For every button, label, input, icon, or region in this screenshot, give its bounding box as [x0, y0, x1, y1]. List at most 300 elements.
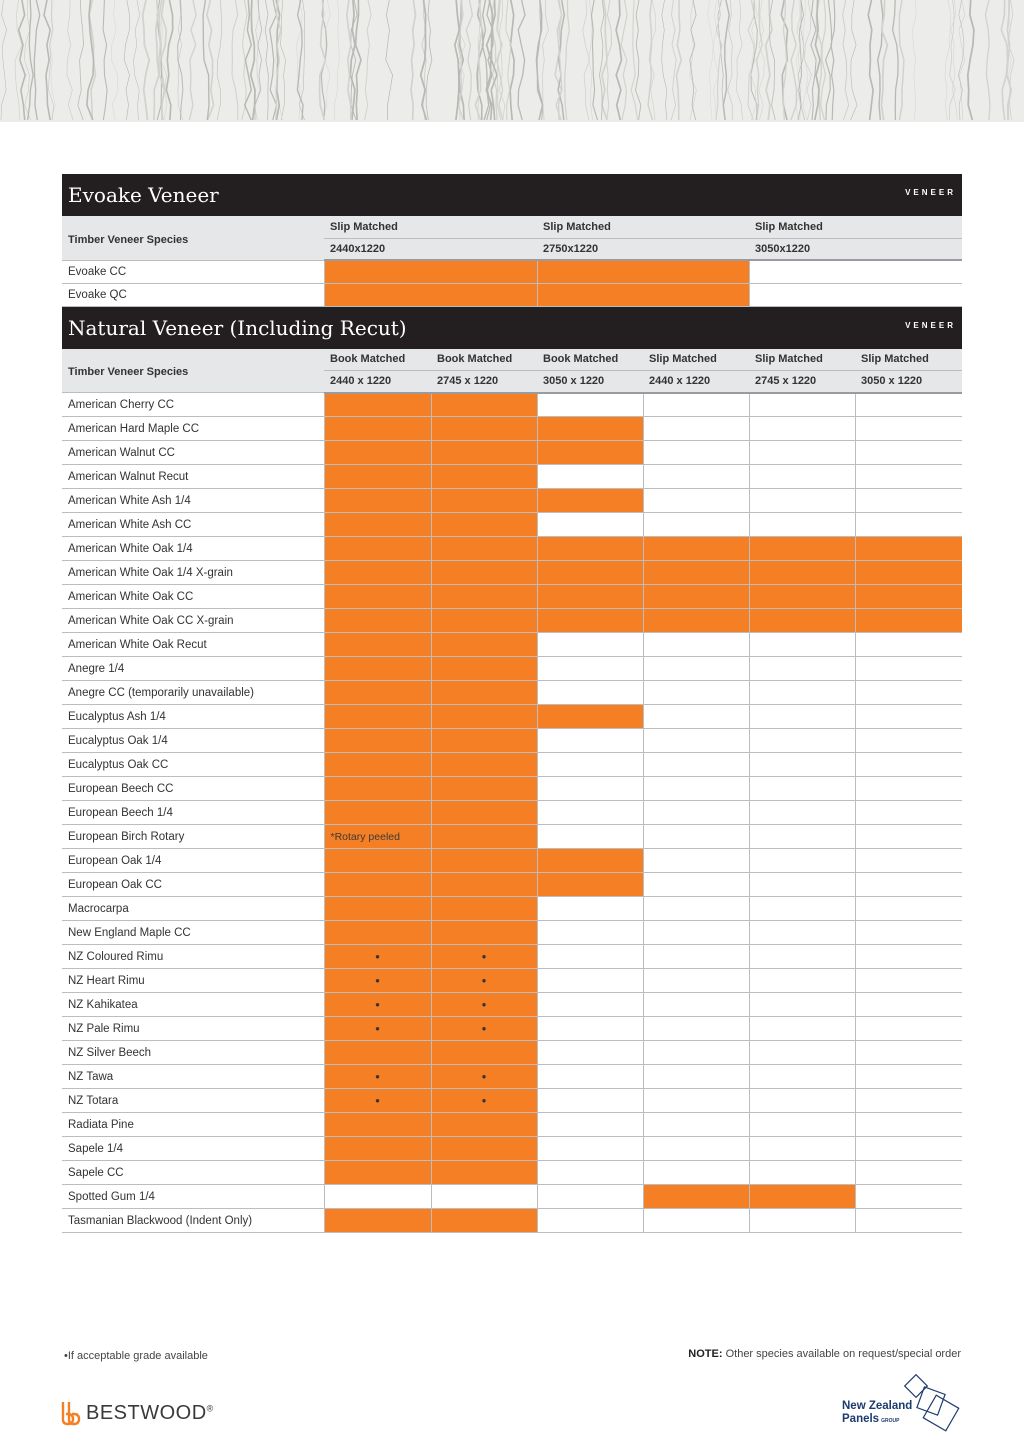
grain-line [15, 0, 22, 120]
column-header-size: 2440 x 1220 [643, 371, 749, 393]
availability-cell-available [431, 513, 537, 537]
availability-cell-empty [537, 1017, 643, 1041]
grain-line [245, 0, 252, 120]
availability-cell-empty [537, 1209, 643, 1233]
availability-cell-empty [643, 1161, 749, 1185]
grain-line [67, 0, 73, 120]
availability-cell-available [855, 537, 962, 561]
availability-cell-empty [855, 1041, 962, 1065]
availability-cell-empty [855, 897, 962, 921]
table-row [62, 753, 962, 777]
grain-line [736, 0, 742, 120]
availability-cell-empty [855, 945, 962, 969]
availability-cell-empty [537, 1065, 643, 1089]
grain-line [356, 0, 361, 120]
table-row [62, 1137, 962, 1161]
table-row [62, 1113, 962, 1137]
availability-cell-empty [643, 849, 749, 873]
table-row [62, 1185, 962, 1209]
grain-line [821, 0, 826, 120]
availability-cell-available [537, 537, 643, 561]
grain-line [843, 0, 849, 120]
table-row [62, 393, 962, 417]
availability-cell-available [431, 681, 537, 705]
availability-cell-empty [855, 1137, 962, 1161]
availability-cell-empty [537, 1185, 643, 1209]
availability-cell-available [855, 561, 962, 585]
availability-cell-empty [643, 1113, 749, 1137]
availability-cell-available [324, 513, 431, 537]
availability-cell-available [324, 537, 431, 561]
availability-cell-empty [749, 1065, 855, 1089]
availability-cell-empty [537, 993, 643, 1017]
availability-cell-empty [855, 681, 962, 705]
availability-cell-available [431, 993, 537, 1017]
availability-cell-empty [749, 1089, 855, 1113]
availability-cell-empty [749, 489, 855, 513]
grain-line [565, 0, 570, 120]
evoake-section-header [62, 174, 962, 216]
grain-line [411, 0, 416, 120]
species-name: NZ Pale Rimu [62, 1017, 324, 1041]
species-name: Eucalyptus Ash 1/4 [62, 705, 324, 729]
table-row [62, 1017, 962, 1041]
availability-cell-empty [749, 873, 855, 897]
column-header-size: 2440 x 1220 [324, 371, 431, 393]
grade-bullet-icon: ● [375, 1024, 380, 1033]
availability-cell-empty [855, 393, 962, 417]
species-name: European Oak CC [62, 873, 324, 897]
availability-cell-available [431, 849, 537, 873]
table-row [62, 1065, 962, 1089]
header-row-type [62, 349, 962, 371]
availability-cell-available [324, 561, 431, 585]
availability-cell-available [431, 753, 537, 777]
availability-cell-empty [643, 633, 749, 657]
availability-cell-empty [643, 897, 749, 921]
availability-cell-empty [643, 681, 749, 705]
availability-cell-empty [643, 1065, 749, 1089]
species-name: American Cherry CC [62, 393, 324, 417]
grain-line [466, 0, 472, 120]
availability-cell-empty [537, 633, 643, 657]
species-name: American White Ash CC [62, 513, 324, 537]
availability-cell-empty [537, 1137, 643, 1161]
table-row [62, 633, 962, 657]
species-name: Sapele 1/4 [62, 1137, 324, 1161]
availability-cell-empty [537, 1041, 643, 1065]
availability-cell-empty [855, 1161, 962, 1185]
species-name: American White Oak Recut [62, 633, 324, 657]
availability-cell-empty [749, 849, 855, 873]
natural-tag: VENEER [905, 320, 956, 330]
grade-bullet-icon: ● [375, 976, 380, 985]
availability-cell-empty [855, 873, 962, 897]
availability-cell-empty [749, 1209, 855, 1233]
grain-line [232, 0, 238, 120]
species-name: Anegre CC (temporarily unavailable) [62, 681, 324, 705]
availability-cell-empty [431, 1185, 537, 1209]
availability-cell-empty [643, 657, 749, 681]
evoake-table [62, 216, 962, 307]
availability-cell-available [431, 1161, 537, 1185]
grade-bullet-icon: ● [481, 1000, 487, 1009]
availability-cell-available [537, 585, 643, 609]
column-header-size: 2745 x 1220 [431, 371, 537, 393]
availability-cell-available [324, 969, 431, 993]
availability-cell-empty [855, 1113, 962, 1137]
availability-cell-available [431, 1041, 537, 1065]
availability-cell-empty [537, 1113, 643, 1137]
availability-cell-available [324, 393, 431, 417]
table-row [62, 1161, 962, 1185]
availability-cell-available [324, 1089, 431, 1113]
availability-cell-available [431, 897, 537, 921]
natural-section-header [62, 307, 962, 349]
column-header-type: Book Matched [537, 349, 643, 371]
grain-line [945, 0, 951, 120]
availability-cell-empty [537, 801, 643, 825]
grain-line [913, 0, 916, 120]
evoake-title: Evoake Veneer [68, 183, 219, 207]
species-name: American White Oak CC X-grain [62, 609, 324, 633]
availability-cell-available [431, 729, 537, 753]
availability-cell-available [324, 283, 537, 306]
availability-cell-empty [749, 897, 855, 921]
grain-line [723, 0, 729, 120]
grain-line [602, 0, 607, 120]
availability-cell-empty [855, 417, 962, 441]
species-name: American White Oak 1/4 X-grain [62, 561, 324, 585]
grain-line [189, 0, 196, 120]
availability-cell-available [431, 1089, 537, 1113]
table-row [62, 489, 962, 513]
bestwood-logo [60, 1400, 214, 1426]
availability-cell-empty [855, 1209, 962, 1233]
grain-line [1001, 0, 1007, 120]
availability-cell-available [431, 921, 537, 945]
availability-cell-empty [749, 825, 855, 849]
availability-cell-empty [749, 260, 962, 283]
availability-cell-available [431, 1137, 537, 1161]
availability-cell-empty [537, 729, 643, 753]
availability-cell-empty [537, 945, 643, 969]
grain-line [334, 0, 339, 120]
species-name: New England Maple CC [62, 921, 324, 945]
grain-line [19, 0, 26, 120]
column-header-type: Slip Matched [324, 216, 537, 238]
availability-cell-empty [643, 1017, 749, 1041]
availability-cell-empty [855, 1065, 962, 1089]
availability-cell-available [431, 417, 537, 441]
availability-cell-available [643, 609, 749, 633]
grain-line [783, 0, 786, 120]
grain-line [518, 0, 525, 120]
availability-cell-empty [855, 705, 962, 729]
availability-cell-empty [643, 1089, 749, 1113]
availability-cell-available [324, 849, 431, 873]
grain-line [671, 0, 676, 120]
availability-cell-available [537, 609, 643, 633]
availability-cell-empty [749, 993, 855, 1017]
availability-cell-available [537, 561, 643, 585]
availability-cell-empty [643, 777, 749, 801]
availability-cell-available [324, 489, 431, 513]
grain-line [811, 0, 816, 120]
availability-cell-empty [643, 993, 749, 1017]
availability-cell-available [537, 705, 643, 729]
grain-line [510, 0, 514, 120]
grain-line [756, 0, 762, 120]
table-row [62, 849, 962, 873]
species-name: NZ Heart Rimu [62, 969, 324, 993]
grain-line [143, 0, 150, 120]
column-header-type: Slip Matched [855, 349, 962, 371]
bullet-note-text: If acceptable grade available [67, 1350, 208, 1362]
availability-cell-available [324, 777, 431, 801]
availability-cell-empty [749, 657, 855, 681]
species-name: American Hard Maple CC [62, 417, 324, 441]
table-row [62, 609, 962, 633]
availability-cell-empty [855, 633, 962, 657]
grade-bullet-icon: ● [375, 1096, 380, 1105]
grain-line [365, 0, 372, 120]
column-header-type: Slip Matched [749, 216, 962, 238]
table-row [62, 465, 962, 489]
availability-cell-available [431, 945, 537, 969]
availability-cell-available [749, 585, 855, 609]
natural-title: Natural Veneer (Including Recut) [68, 315, 407, 340]
table-row [62, 585, 962, 609]
availability-cell-empty [643, 513, 749, 537]
species-name: NZ Totara [62, 1089, 324, 1113]
availability-cell-available [431, 969, 537, 993]
availability-cell-available [324, 753, 431, 777]
availability-cell-available [324, 1017, 431, 1041]
species-name: Spotted Gum 1/4 [62, 1185, 324, 1209]
table-row [62, 777, 962, 801]
grain-line [616, 0, 621, 120]
availability-cell-available [324, 921, 431, 945]
species-name: American White Ash 1/4 [62, 489, 324, 513]
species-name: Evoake QC [62, 283, 324, 306]
availability-cell-available [324, 729, 431, 753]
species-name: European Beech CC [62, 777, 324, 801]
availability-cell-available [749, 1185, 855, 1209]
species-name: Anegre 1/4 [62, 657, 324, 681]
availability-cell-empty [643, 393, 749, 417]
availability-cell-empty [855, 1089, 962, 1113]
availability-cell-available [324, 681, 431, 705]
availability-cell-empty [643, 417, 749, 441]
grain-line [134, 0, 140, 120]
availability-cell-empty [537, 465, 643, 489]
table-row [62, 1041, 962, 1065]
availability-cell-available [324, 945, 431, 969]
availability-cell-available [324, 633, 431, 657]
grain-line [716, 0, 722, 120]
availability-cell-empty [749, 753, 855, 777]
availability-cell-empty [855, 1185, 962, 1209]
evoake-tag: VENEER [905, 188, 956, 197]
availability-cell-available [643, 585, 749, 609]
species-name: Eucalyptus Oak CC [62, 753, 324, 777]
availability-cell-empty [537, 681, 643, 705]
availability-cell-available [431, 489, 537, 513]
availability-cell-empty [855, 969, 962, 993]
availability-cell-available [537, 849, 643, 873]
availability-cell-empty [749, 441, 855, 465]
grain-line [207, 0, 214, 120]
table-row [62, 729, 962, 753]
availability-cell-available [749, 537, 855, 561]
availability-cell-empty [537, 1161, 643, 1185]
availability-cell-empty [537, 513, 643, 537]
species-name: Eucalyptus Oak 1/4 [62, 729, 324, 753]
availability-cell-empty [749, 1137, 855, 1161]
column-header-size: 3050 x 1220 [537, 371, 643, 393]
grain-line [899, 0, 904, 120]
availability-cell-empty [643, 945, 749, 969]
availability-cell-available [324, 657, 431, 681]
woodgrain-banner [0, 0, 1024, 122]
availability-cell-empty [855, 753, 962, 777]
availability-cell-empty [749, 283, 962, 306]
availability-cell-available [537, 283, 749, 306]
availability-cell-empty [643, 873, 749, 897]
availability-cell-available [855, 609, 962, 633]
bullet-icon: • [64, 1350, 68, 1362]
column-header-size: 2750x1220 [537, 238, 749, 260]
grain-line [34, 0, 39, 120]
grain-line [662, 0, 667, 120]
availability-cell-available [431, 801, 537, 825]
grade-bullet-icon: ● [481, 1072, 487, 1081]
availability-cell-available [643, 561, 749, 585]
availability-cell-available [431, 825, 537, 849]
availability-cell-empty [749, 705, 855, 729]
grain-line [280, 0, 285, 120]
availability-cell-empty [749, 417, 855, 441]
availability-cell-available [431, 1209, 537, 1233]
availability-cell-empty [643, 1209, 749, 1233]
availability-cell-empty [537, 921, 643, 945]
availability-cell-available [431, 1065, 537, 1089]
grain-line [103, 0, 107, 120]
species-name: American White Oak 1/4 [62, 537, 324, 561]
availability-cell-empty [855, 993, 962, 1017]
availability-cell-available [324, 609, 431, 633]
availability-cell-empty [749, 1017, 855, 1041]
availability-cell-empty [324, 1185, 431, 1209]
availability-cell-available [324, 441, 431, 465]
availability-cell-empty [855, 825, 962, 849]
grain-line [112, 0, 118, 120]
grain-line [44, 0, 50, 120]
rotary-note: *Rotary peeled [330, 830, 400, 843]
species-name: European Birch Rotary [62, 825, 324, 849]
column-header-size: 3050 x 1220 [855, 371, 962, 393]
table-row [62, 801, 962, 825]
availability-cell-empty [855, 441, 962, 465]
species-column-header: Timber Veneer Species [62, 349, 324, 393]
availability-cell-empty [643, 825, 749, 849]
table-row [62, 561, 962, 585]
availability-cell-available [749, 561, 855, 585]
grain-line [251, 0, 255, 120]
availability-cell-available [431, 705, 537, 729]
availability-cell-empty [749, 729, 855, 753]
availability-cell-empty [749, 945, 855, 969]
bestwood-mark-icon [60, 1400, 82, 1426]
table-row [62, 260, 962, 283]
grain-line [826, 0, 832, 120]
table-row [62, 441, 962, 465]
column-header-type: Slip Matched [537, 216, 749, 238]
species-name: NZ Tawa [62, 1065, 324, 1089]
nz-panels-wordmark: New Zealand Panels GROUP [842, 1400, 913, 1425]
availability-cell-available [431, 873, 537, 897]
availability-cell-empty [749, 969, 855, 993]
header-row-type [62, 216, 962, 238]
availability-cell-available [324, 705, 431, 729]
availability-cell-available [324, 1113, 431, 1137]
note-text: Other species available on request/special order [722, 1348, 961, 1360]
availability-cell-empty [855, 921, 962, 945]
table-row [62, 681, 962, 705]
availability-cell-empty [749, 393, 855, 417]
availability-cell-available [431, 393, 537, 417]
table-row [62, 657, 962, 681]
availability-cell-empty [643, 441, 749, 465]
availability-cell-available [537, 489, 643, 513]
availability-cell-available [431, 1017, 537, 1041]
availability-cell-empty [643, 1041, 749, 1065]
table-row [62, 897, 962, 921]
availability-cell-available [431, 585, 537, 609]
grain-line [426, 0, 432, 120]
availability-cell-available [431, 441, 537, 465]
species-name: European Oak 1/4 [62, 849, 324, 873]
grain-line [851, 0, 857, 120]
availability-cell-available [431, 465, 537, 489]
grain-line [791, 0, 797, 120]
availability-cell-empty [749, 777, 855, 801]
species-name: Tasmanian Blackwood (Indent Only) [62, 1209, 324, 1233]
grain-line [677, 0, 682, 120]
column-header-size: 3050x1220 [749, 238, 962, 260]
grade-bullet-icon: ● [375, 952, 380, 961]
column-header-type: Slip Matched [749, 349, 855, 371]
grain-line [1, 0, 7, 120]
availability-cell-empty [537, 777, 643, 801]
grain-line [455, 0, 460, 120]
bullet-footnote [64, 1350, 208, 1362]
availability-cell-empty [749, 513, 855, 537]
grain-line [893, 0, 899, 120]
grain-line [831, 0, 835, 120]
availability-cell-empty [643, 921, 749, 945]
availability-cell-empty [537, 1089, 643, 1113]
availability-cell-empty [855, 801, 962, 825]
grain-line [89, 0, 95, 120]
product-table [62, 174, 962, 1233]
availability-cell-available [537, 441, 643, 465]
availability-cell-available [324, 260, 537, 283]
grain-line [542, 0, 548, 120]
species-name: Sapele CC [62, 1161, 324, 1185]
grade-bullet-icon: ● [375, 1000, 380, 1009]
